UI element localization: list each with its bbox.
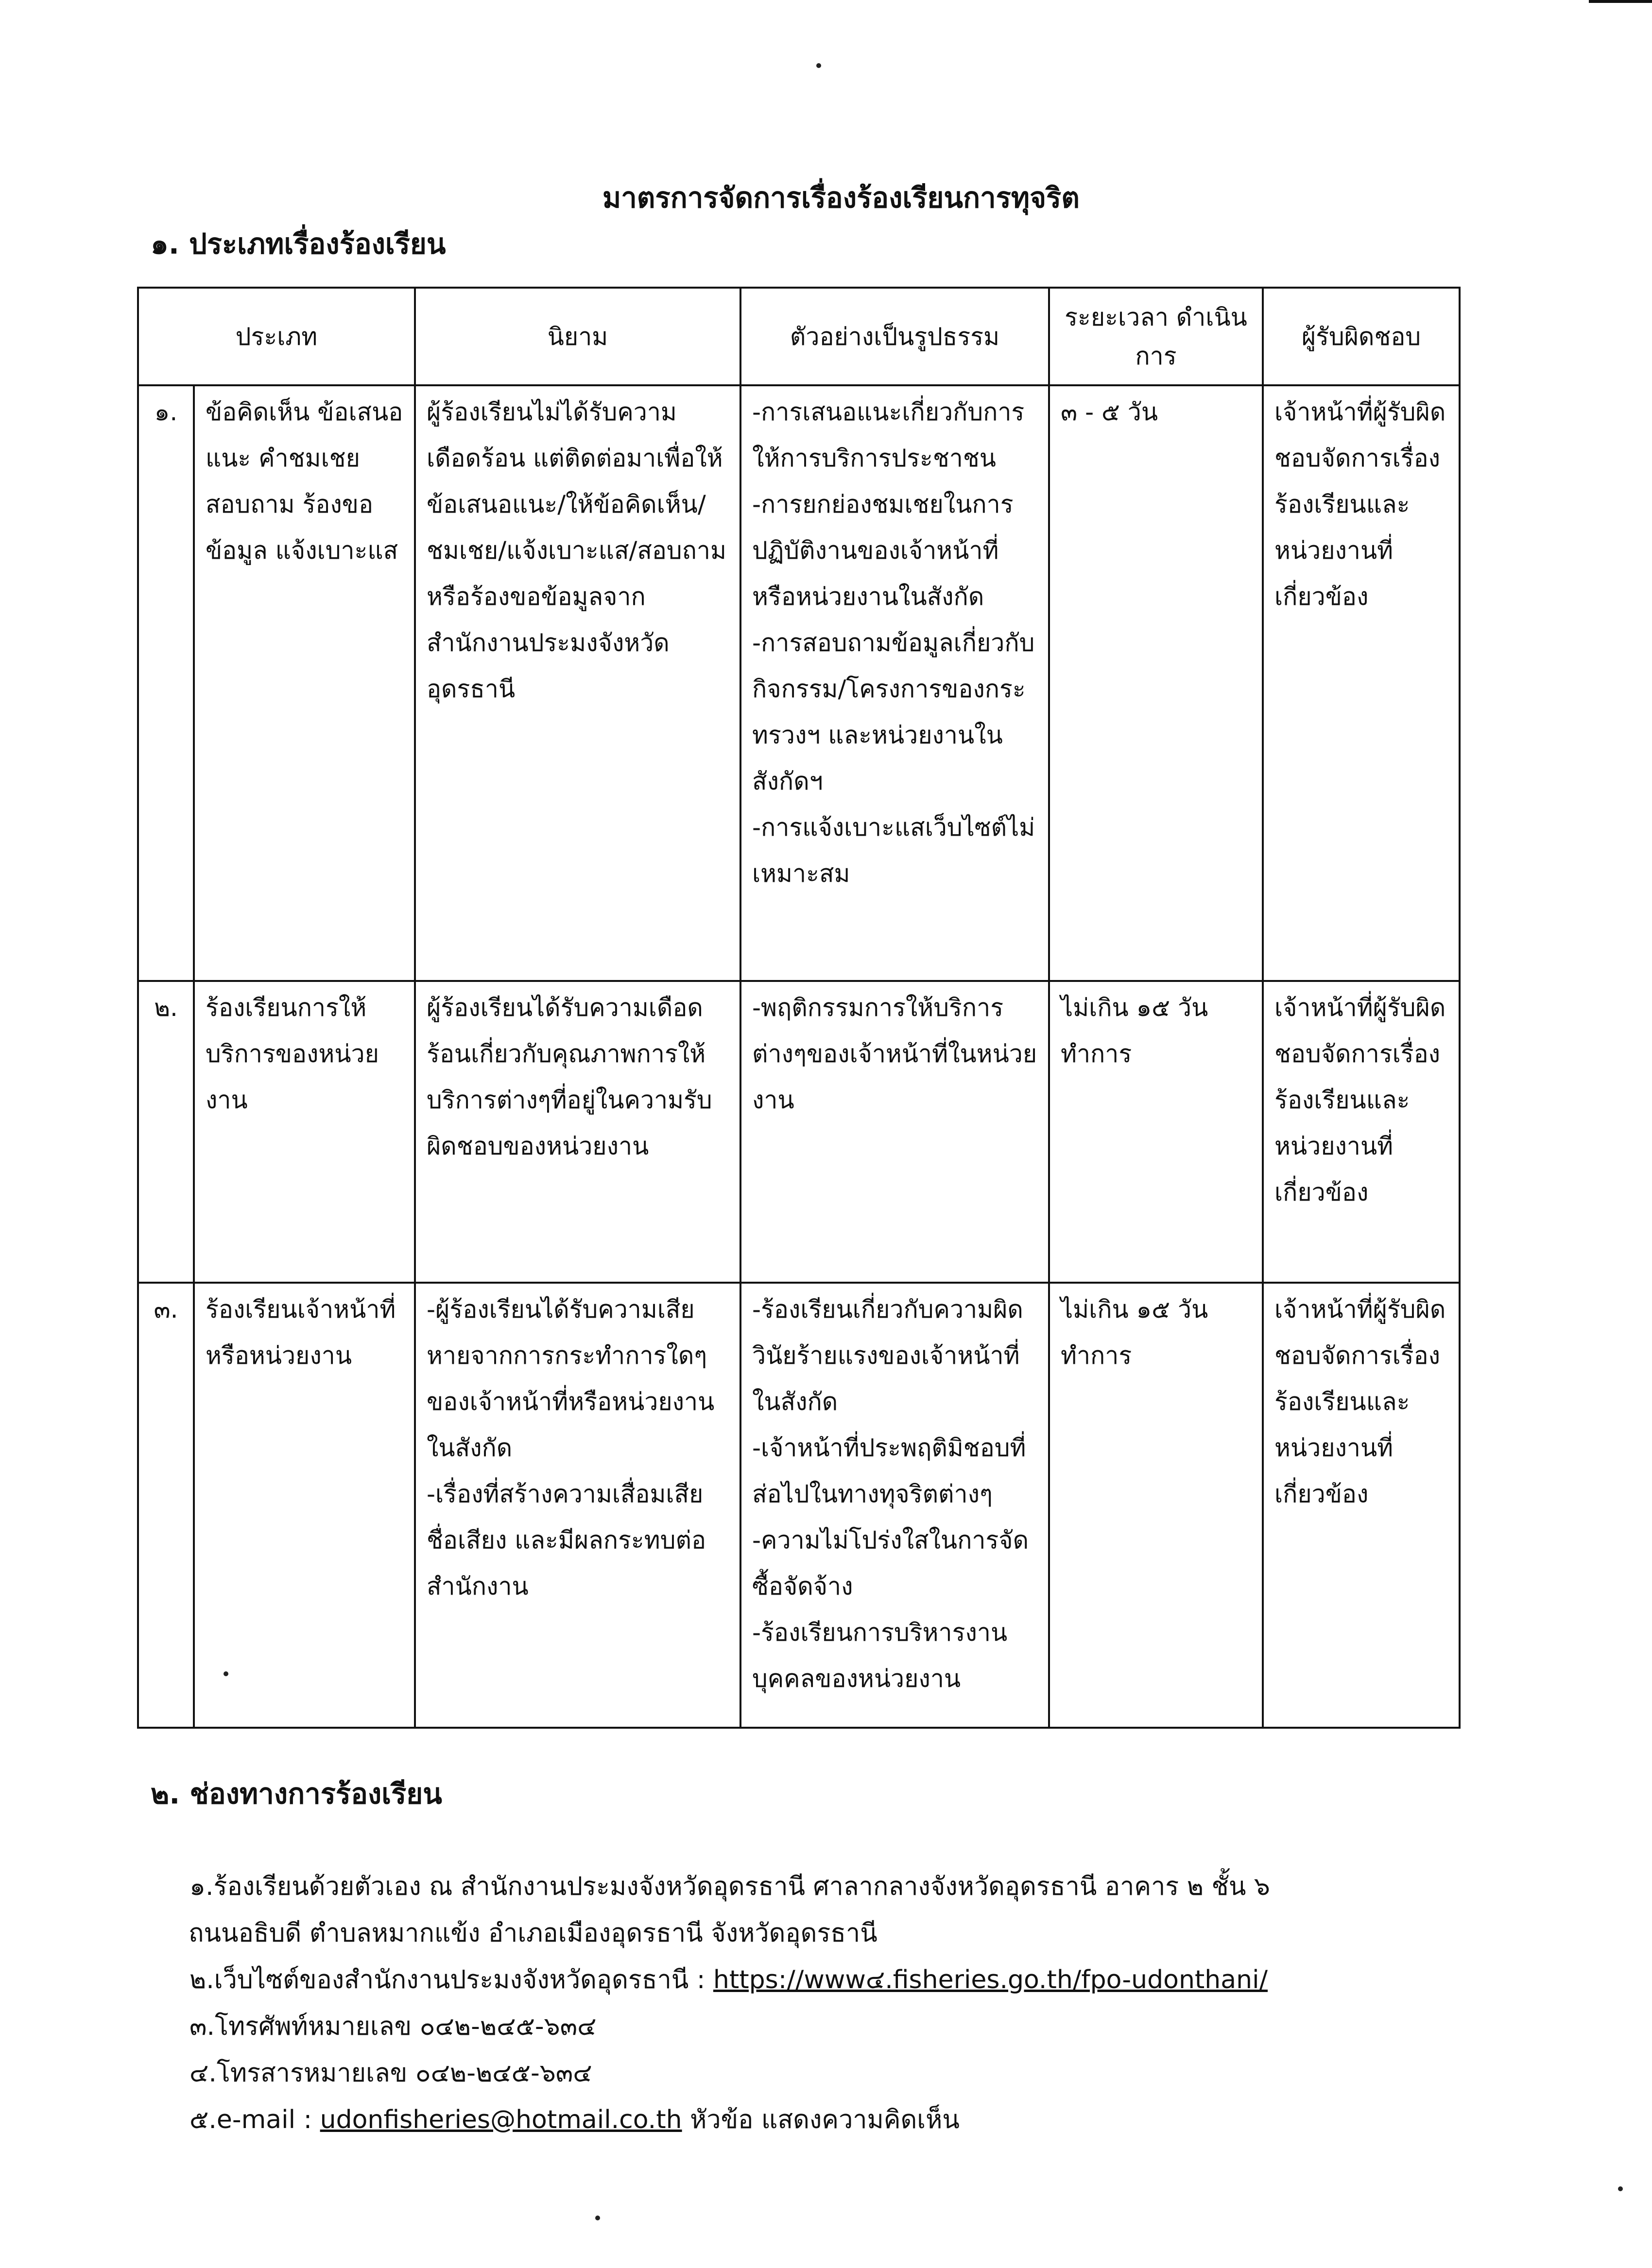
header-type: ประเภท — [138, 288, 415, 385]
channel-email-subject: หัวข้อ แสดงความคิดเห็น — [682, 2105, 960, 2134]
complaint-types-table — [137, 287, 1461, 1729]
row-responsible: เจ้าหน้าที่ผู้รับผิดชอบจัดการเรื่องร้องเรียนและหน่วยงานที่เกี่ยวข้อง — [1263, 385, 1460, 981]
row-examples — [740, 1283, 1049, 1728]
row-responsible: เจ้าหน้าที่ผู้รับผิดชอบจัดการเรื่องร้องเรียนและหน่วยงานที่เกี่ยวข้อง — [1263, 981, 1460, 1283]
channel-fax: ๔.โทรสารหมายเลข ๐๔๒-๒๔๕-๖๓๔ — [189, 2059, 592, 2088]
document-title: มาตรการจัดการเรื่องร้องเรียนการทุจริต — [602, 181, 1080, 214]
header-responsible: ผู้รับผิดชอบ — [1263, 288, 1460, 385]
email-link[interactable]: udonfisheries@hotmail.co.th — [320, 2105, 682, 2134]
channel-in-person-address: ถนนอธิบดี ตำบลหมากแข้ง อำเภอเมืองอุดรธานี จังหวัดอุดรธานี — [189, 1919, 878, 1948]
channel-website-label: ๒.เว็บไซต์ของสำนักงานประมงจังหวัดอุดรธานี : — [189, 1965, 713, 1994]
table-row — [138, 981, 1460, 1283]
example-item: -การเสนอแนะเกี่ยวกับการให้การบริการประชาชน — [752, 398, 1025, 472]
example-item: -เจ้าหน้าที่ประพฤติมิชอบที่ส่อไปในทางทุจริตต่างๆ — [752, 1434, 1026, 1508]
example-item: -การยกย่องชมเชยในการปฏิบัติงานของเจ้าหน้าที่หรือหน่วยงานในสังกัด — [752, 490, 1014, 611]
table-row — [138, 1283, 1460, 1728]
row-examples — [740, 385, 1049, 981]
channel-email — [189, 2096, 1463, 2143]
row-responsible: เจ้าหน้าที่ผู้รับผิดชอบจัดการเรื่องร้องเรียนและหน่วยงานที่เกี่ยวข้อง — [1263, 1283, 1460, 1728]
row-number: ๓. — [138, 1283, 194, 1728]
section-heading-complaint-types: ๑. ประเภทเรื่องร้องเรียน — [151, 227, 446, 260]
channel-in-person: ๑.ร้องเรียนด้วยตัวเอง ณ สำนักงานประมงจังหวัดอุดรธานี ศาลากลางจังหวัดอุดรธานี อาคาร ๒ ชั้น ๖ — [189, 1872, 1270, 1901]
example-item: -พฤติกรรมการให้บริการต่างๆของเจ้าหน้าที่ในหน่วยงาน — [752, 994, 1037, 1114]
row-number: ๒. — [138, 981, 194, 1283]
channel-phone: ๓.โทรศัพท์หมายเลข ๐๔๒-๒๔๕-๖๓๔ — [189, 2012, 597, 2041]
row-definition: ผู้ร้องเรียนไม่ได้รับความเดือดร้อน แต่ติดต่อมาเพื่อให้ข้อเสนอแนะ/ให้ข้อคิดเห็น/ชมเชย/แจ้งเบาะแส/สอบถามหรือร้องขอข้อมูลจากสำนักงานประมงจังหวัดอุดรธานี — [415, 385, 740, 981]
row-type: ร้องเรียนเจ้าหน้าที่หรือหน่วยงาน — [194, 1283, 415, 1728]
example-item: -ความไม่โปร่งใสในการจัดซื้อจัดจ้าง — [752, 1526, 1029, 1600]
row-duration: ไม่เกิน ๑๕ วันทำการ — [1049, 981, 1263, 1283]
definition-item: -ผู้ร้องเรียนได้รับความเสียหายจากการกระทำการใดๆ ของเจ้าหน้าที่หรือหน่วยงานในสังกัด — [427, 1295, 715, 1462]
example-item: -การแจ้งเบาะแสเว็บไซต์ไม่เหมาะสม — [752, 813, 1035, 888]
complaint-channels-list — [189, 1863, 1463, 2143]
definition-item: -เรื่องที่สร้างความเสื่อมเสียชื่อเสียง และมีผลกระทบต่อสำนักงาน — [427, 1480, 706, 1600]
header-duration: ระยะเวลา ดำเนินการ — [1049, 288, 1263, 385]
row-type: ข้อคิดเห็น ข้อเสนอแนะ คำชมเชย สอบถาม ร้องขอข้อมูล แจ้งเบาะแส — [194, 385, 415, 981]
table-header-row — [138, 288, 1460, 385]
scan-edge-line — [1589, 0, 1652, 3]
channel-email-label: ๕.e-mail : — [189, 2105, 320, 2134]
scan-speck — [595, 2216, 600, 2220]
row-definition — [415, 1283, 740, 1728]
section-heading-complaint-channels: ๒. ช่องทางการร้องเรียน — [151, 1777, 442, 1810]
scan-speck — [224, 1671, 228, 1676]
row-examples — [740, 981, 1049, 1283]
header-definition: นิยาม — [415, 288, 740, 385]
row-number: ๑. — [138, 385, 194, 981]
website-link[interactable]: https://www๔.fisheries.go.th/fpo-udonthani/ — [713, 1965, 1268, 1994]
table-row — [138, 385, 1460, 981]
header-example: ตัวอย่างเป็นรูปธรรม — [740, 288, 1049, 385]
row-definition: ผู้ร้องเรียนได้รับความเดือดร้อนเกี่ยวกับคุณภาพการให้บริการต่างๆที่อยู่ในความรับผิดชอบของหน่วยงาน — [415, 981, 740, 1283]
example-item: -ร้องเรียนเกี่ยวกับความผิดวินัยร้ายแรงของเจ้าหน้าที่ในสังกัด — [752, 1295, 1023, 1416]
scan-speck — [1618, 2186, 1623, 2191]
row-duration: ไม่เกิน ๑๕ วันทำการ — [1049, 1283, 1263, 1728]
scan-speck — [816, 63, 821, 68]
example-item: -ร้องเรียนการบริหารงานบุคคลของหน่วยงาน — [752, 1618, 1008, 1693]
row-type: ร้องเรียนการให้บริการของหน่วยงาน — [194, 981, 415, 1283]
example-item: -การสอบถามข้อมูลเกี่ยวกับกิจกรรม/โครงการของกระทรวงฯ และหน่วยงานในสังกัดฯ — [752, 629, 1035, 795]
channel-website — [189, 1957, 1463, 2003]
row-duration: ๓ - ๕ วัน — [1049, 385, 1263, 981]
